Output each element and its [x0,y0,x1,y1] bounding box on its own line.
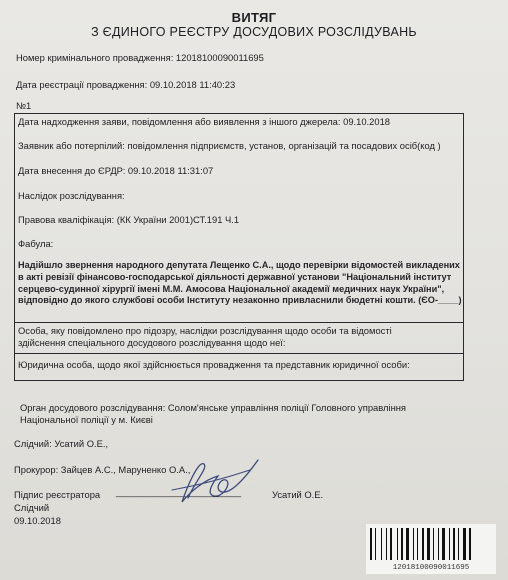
document-title [0,10,508,40]
signature-underline: ________________________ [116,486,242,497]
prosecutors: Прокурор: Зайцев А.С., Маруненко О.А., [14,464,191,475]
receipt-date: Дата надходження заяви, повідомлення або виявлення з іншого джерела: 09.10.2018 [18,116,391,127]
separator-line [14,322,464,323]
investigation-authority-line-1: Орган досудового розслідування: Солом'янське управління поліції Головного управління [20,402,407,413]
barcode [366,524,496,574]
applicant: Заявник або потерпілий: повідомлення підприємств, установ, організацій та посадових осіб(код ) [18,140,441,151]
signature-label: Підпис реєстратора [14,489,101,500]
fabula-text [18,260,462,307]
registration-date: Дата реєстрації провадження: 09.10.2018 11:40:23 [16,79,236,90]
item-number: №1 [16,100,32,111]
case-number: Номер кримінального провадження: 12018100090011695 [16,52,264,63]
fabula-label: Фабула: [18,238,54,249]
registrar-name: Усатий О.Е. [272,489,324,500]
position: Слідчий [14,502,50,513]
suspect-info-line-1: Особа, яку повідомлено про підозру, наслідки розслідування щодо особи та відомості [18,325,392,336]
title-line-1: ВИТЯГ [231,10,277,25]
suspect-info-line-2: здійснення спеціального досудового розслідування щодо неї: [18,337,286,348]
fabula-line: Надійшло звернення народного депутата Лещенко С.А., щодо перевірки відомостей викладених [18,260,460,270]
investigation-result: Наслідок розслідування: [18,190,125,201]
barcode-bars [366,524,496,564]
handwritten-signature [160,450,270,510]
fabula-line: серцево-судинної хірургії імені М.М. Амосова Національної академії медичних наук України", [18,283,445,294]
signature-date: 09.10.2018 [14,515,61,526]
title-line-2: З ЄДИНОГО РЕЄСТРУ ДОСУДОВИХ РОЗСЛІДУВАНЬ [91,25,417,39]
legal-entity: Юридична особа, щодо якої здійснюється провадження та представник юридичної особи: [18,359,410,370]
investigation-authority-line-2: Національної поліції у м. Києві [20,414,153,425]
entry-date: Дата внесення до ЄРДР: 09.10.2018 11:31:07 [18,165,214,176]
legal-qualification: Правова кваліфікація: (КК України 2001)СТ.191 Ч.1 [18,214,240,225]
separator-line [14,353,464,354]
barcode-number: 12018100090011695 [392,564,470,572]
fabula-line: відповідно до якого службові особи Інституту незаконно привласнили бюдетні кошти. (ЄО-____) [18,295,462,306]
fabula-line: в акті ревізії фінансово-господарської діяльності державної установи "Національний інститут [18,271,452,282]
investigator: Слідчий: Усатий О.Е., [14,438,109,449]
